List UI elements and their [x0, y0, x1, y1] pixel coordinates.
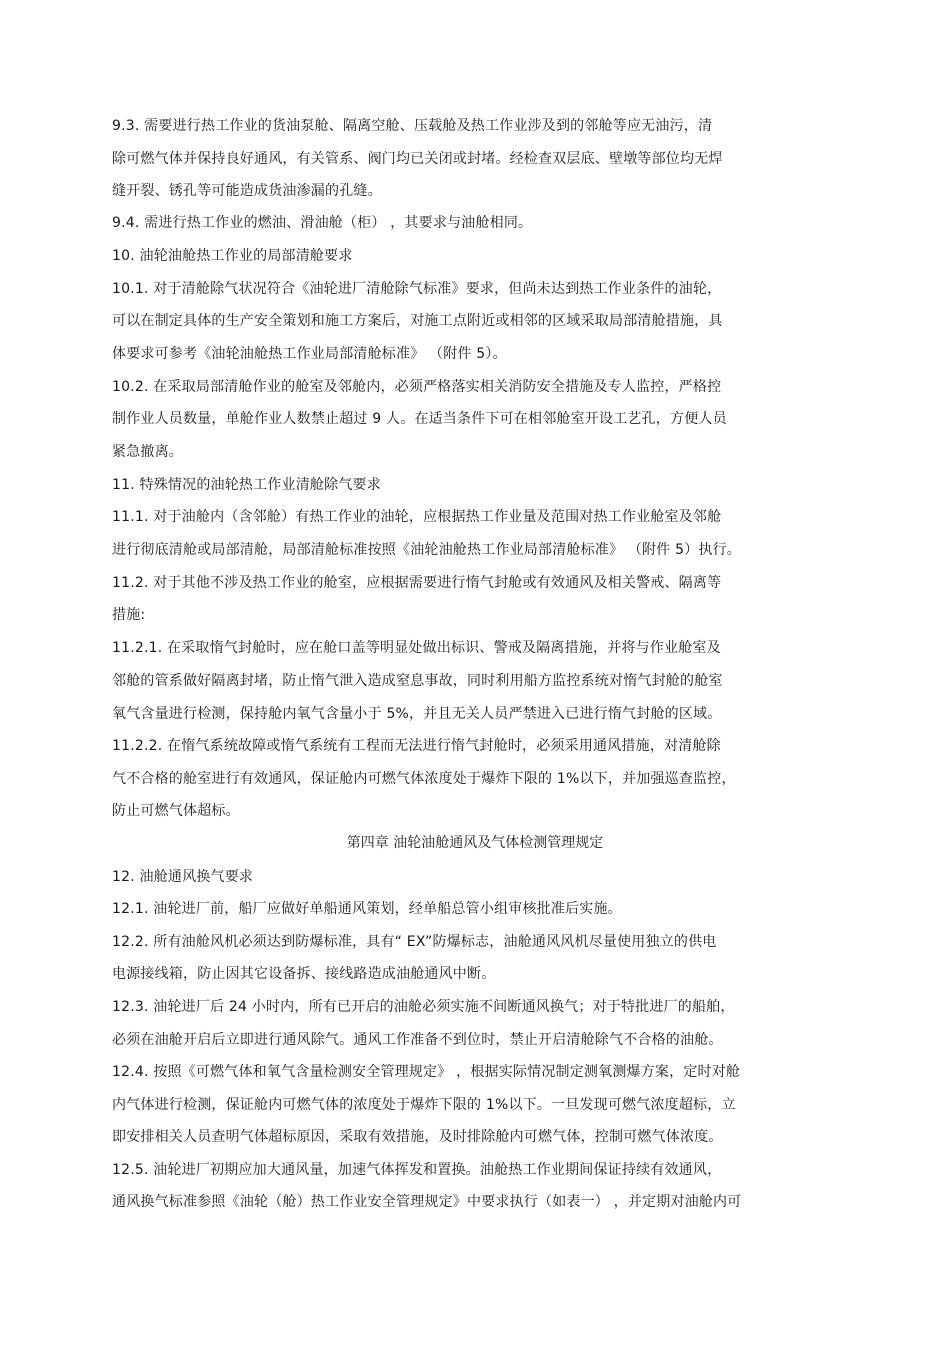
paragraph-line: 必须在油舱开启后立即进行通风除气。通风工作准备不到位时，禁止开启清舱除气不合格的油舱。: [112, 1032, 723, 1048]
section-heading: 12. 油舱通风换气要求: [112, 869, 254, 885]
paragraph-line: 10.1. 对于清舱除气状况符合《油轮进厂清舱除气标准》要求，但尚未达到热工作业条件的油轮，: [112, 281, 722, 297]
paragraph-line: 12.3. 油轮进厂后 24 小时内，所有已开启的油舱必须实施不间断通风换气；对于特批进厂的船舶，: [112, 999, 735, 1015]
paragraph-line: 11.2. 对于其他不涉及热工作业的舱室，应根据需要进行惰气封舱或有效通风及相关警戒、隔离等: [112, 575, 722, 591]
paragraph-line: 通风换气标准参照《油轮（舱）热工作业安全管理规定》中要求执行（如表一） ，并定期对油舱内可: [112, 1194, 742, 1210]
section-heading: 10. 油轮油舱热工作业的局部清舱要求: [112, 248, 353, 264]
paragraph-line: 缝开裂、锈孔等可能造成货油渗漏的孔缝。: [112, 183, 382, 199]
paragraph-line: 内气体进行检测，保证舱内可燃气体的浓度处于爆炸下限的 1%以下。一旦发现可燃气浓度超标，立: [112, 1097, 736, 1113]
paragraph-line: 体要求可参考《油轮油舱热工作业局部清舱标准》 （附件 5）。: [112, 346, 507, 362]
paragraph-line: 12.1. 油轮进厂前，船厂应做好单船通风策划，经单船总管小组审核批准后实施。: [112, 901, 622, 917]
paragraph-line: 12.2. 所有油舱风机必须达到防爆标准，具有“ EX”防爆标志，油舱通风风机尽量使用独立的供电: [112, 934, 717, 950]
paragraph-line: 11.2.2. 在惰气系统故障或惰气系统有工程而无法进行惰气封舱时，必须采用通风措施，对清舱除: [112, 738, 721, 754]
paragraph-line: 可以在制定具体的生产安全策划和施工方案后，对施工点附近或相邻的区域采取局部清舱措施，具: [112, 313, 723, 329]
chapter-title: 第四章 油轮油舱通风及气体检测管理规定: [346, 835, 604, 851]
paragraph-line: 制作业人员数量，单舱作业人数禁止超过 9 人。在适当条件下可在相邻舱室开设工艺孔，方便人员: [112, 411, 727, 427]
paragraph-line: 气不合格的舱室进行有效通风，保证舱内可燃气体浓度处于爆炸下限的 1%以下，并加强巡查监控，: [112, 771, 736, 787]
section-heading: 11. 特殊情况的油轮热工作业清舱除气要求: [112, 477, 381, 493]
paragraph-line: 9.4. 需进行热工作业的燃油、滑油舱（柜） ，其要求与油舱相同。: [112, 215, 533, 231]
paragraph-line: 9.3. 需要进行热工作业的货油泵舱、隔离空舱、压载舱及热工作业涉及到的邻舱等应无油污，清: [112, 118, 713, 134]
paragraph-line: 氧气含量进行检测，保持舱内氧气含量小于 5%，并且无关人员严禁进入已进行惰气封舱的区域。: [112, 706, 722, 722]
paragraph-line: 除可燃气体并保持良好通风，有关管系、阀门均已关闭或封堵。经检查双层底、壁墩等部位均无焊: [112, 151, 723, 167]
paragraph-line: 11.1. 对于油舱内（含邻舱）有热工作业的油轮，应根据热工作业量及范围对热工作业舱室及邻舱: [112, 509, 722, 525]
paragraph-line: 12.4. 按照《可燃气体和氧气含量检测安全管理规定》 ，根据实际情况制定测氧测爆方案，定时对舱: [112, 1064, 741, 1080]
paragraph-line: 12.5. 油轮进厂初期应加大通风量，加速气体挥发和置换。油舱热工作业期间保证持续有效通风，: [112, 1162, 722, 1178]
paragraph-line: 即安排相关人员查明气体超标原因，采取有效措施，及时排除舱内可燃气体，控制可燃气体浓度。: [112, 1129, 723, 1145]
paragraph-line: 措施:: [112, 607, 146, 623]
paragraph-line: 电源接线箱，防止因其它设备拆、接线路造成油舱通风中断。: [112, 966, 496, 982]
paragraph-line: 邻舱的管系做好隔离封堵，防止惰气泄入造成窒息事故，同时利用船方监控系统对惰气封舱的舱室: [112, 673, 723, 689]
paragraph-line: 防止可燃气体超标。: [112, 803, 240, 819]
paragraph-line: 进行彻底清舱或局部清舱，局部清舱标准按照《油轮油舱热工作业局部清舱标准》 （附件 5）执行。: [112, 542, 742, 558]
paragraph-line: 11.2.1. 在采取惰气封舱时，应在舱口盖等明显处做出标识、警戒及隔离措施，并将与作业舱室及: [112, 640, 721, 656]
paragraph-line: 10.2. 在采取局部清舱作业的舱室及邻舱内，必须严格落实相关消防安全措施及专人监控，严格控: [112, 379, 722, 395]
paragraph-line: 紧急撤离。: [112, 444, 183, 460]
